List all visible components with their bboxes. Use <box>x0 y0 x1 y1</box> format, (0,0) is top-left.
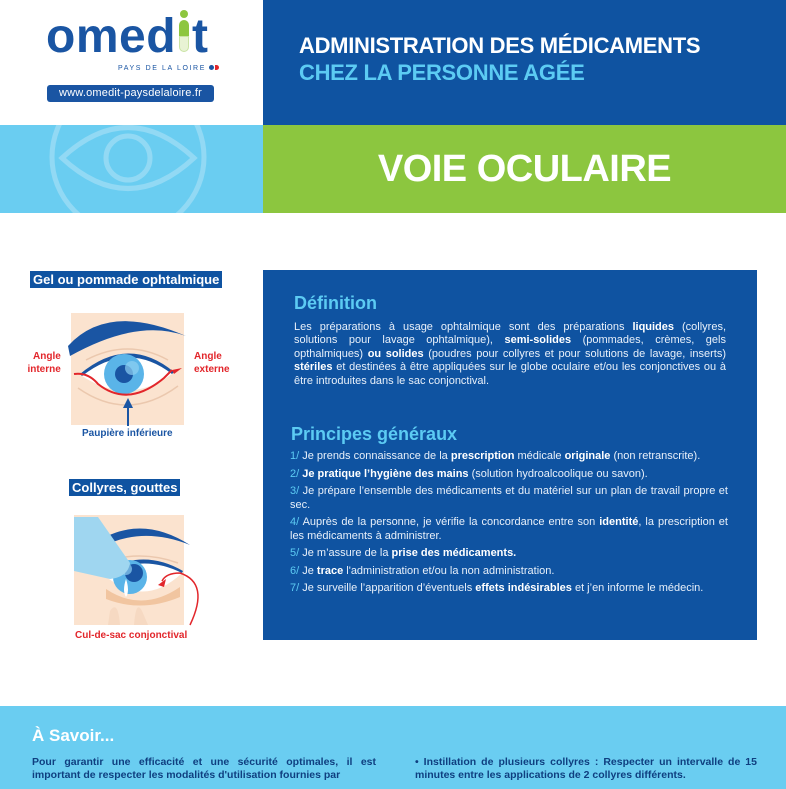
gel-title: Gel ou pommade ophtalmique <box>30 271 222 288</box>
section-title: VOIE OCULAIRE <box>377 148 672 190</box>
header-title: ADMINISTRATION DES MÉDICAMENTS <box>299 33 701 58</box>
angle-external-label: Angle externe <box>194 351 230 375</box>
pill-icon <box>179 14 189 54</box>
logo-region <box>118 65 219 72</box>
eye-gel-illustration <box>68 308 188 433</box>
flag-blue-dot-icon <box>209 65 214 70</box>
principle-item: 4/ Auprès de la personne, je vérifie la concordance entre son identité, la prescription et les médicaments à administrer. <box>290 516 728 542</box>
eye-drops-illustration <box>70 513 210 631</box>
illustrations <box>0 213 263 693</box>
eye-banner <box>0 125 263 213</box>
logo-area <box>0 0 263 125</box>
logo-text-left: omed <box>46 10 177 63</box>
lower-eyelid-label: Paupière inférieure <box>82 428 173 439</box>
principles-list <box>290 450 728 600</box>
header <box>263 0 786 125</box>
principle-item: 5/ Je m’assure de la prise des médicaments. <box>290 547 517 560</box>
savoir-title: À Savoir... <box>32 726 115 745</box>
principle-item: 1/ Je prends connaissance de la prescription médicale originale (non retranscrite). <box>290 450 701 462</box>
drops-title: Collyres, gouttes <box>69 479 180 496</box>
principle-item: 3/ Je prépare l’ensemble des médicaments et du matériel sur un plan de travail propre et sec. <box>290 485 728 511</box>
logo-region-text: PAYS DE LA LOIRE <box>118 65 206 72</box>
principle-item: 2/ Je pratique l’hygiène des mains (solution hydroalcoolique ou savon). <box>290 467 648 480</box>
logo-text-right: t <box>192 10 209 63</box>
principles-title: Principes généraux <box>291 424 458 444</box>
cul-de-sac-label: Cul-de-sac conjonctival <box>75 630 188 641</box>
omedit-logo <box>46 12 209 62</box>
definition-text: Les préparations à usage ophtalmique sont des préparations liquides (collyres, solutions pour lavage ophtalmique), semi-solides (pommades, crèmes, gels opthalmiques) ou solides (poudres pour collyres et pour solutions de lavage, inserts) stériles et destinées à être appliquées sur le globe oculaire et/ou les conjonctives ou à être introduites dans le sac conjonctival. <box>294 321 727 387</box>
flag-red-dot-icon <box>215 65 219 70</box>
title-banner <box>263 125 786 213</box>
savoir-text-left: Pour garantir une efficacité et une sécurité optimales, il est important de respecter les modalités d'utilisation fournies par <box>32 756 376 781</box>
info-panel <box>263 270 757 640</box>
savoir-text-right: • Instillation de plusieurs collyres : Respecter un intervalle de 15 minutes entre les applications de 2 collyres différents. <box>415 756 757 781</box>
definition-title: Définition <box>294 293 377 313</box>
principle-item: 7/ Je surveille l’apparition d’éventuels effets indésirables et j’en informe le médecin. <box>290 582 704 595</box>
eye-icon <box>0 125 263 213</box>
website-link[interactable]: www.omedit-paysdelaloire.fr <box>47 85 214 102</box>
principle-item: 6/ Je trace l'administration et/ou la non administration. <box>290 564 555 577</box>
header-subtitle: CHEZ LA PERSONNE AGÉE <box>299 60 585 85</box>
angle-internal-label: Angle interne <box>27 351 61 375</box>
savoir-section <box>0 706 786 789</box>
